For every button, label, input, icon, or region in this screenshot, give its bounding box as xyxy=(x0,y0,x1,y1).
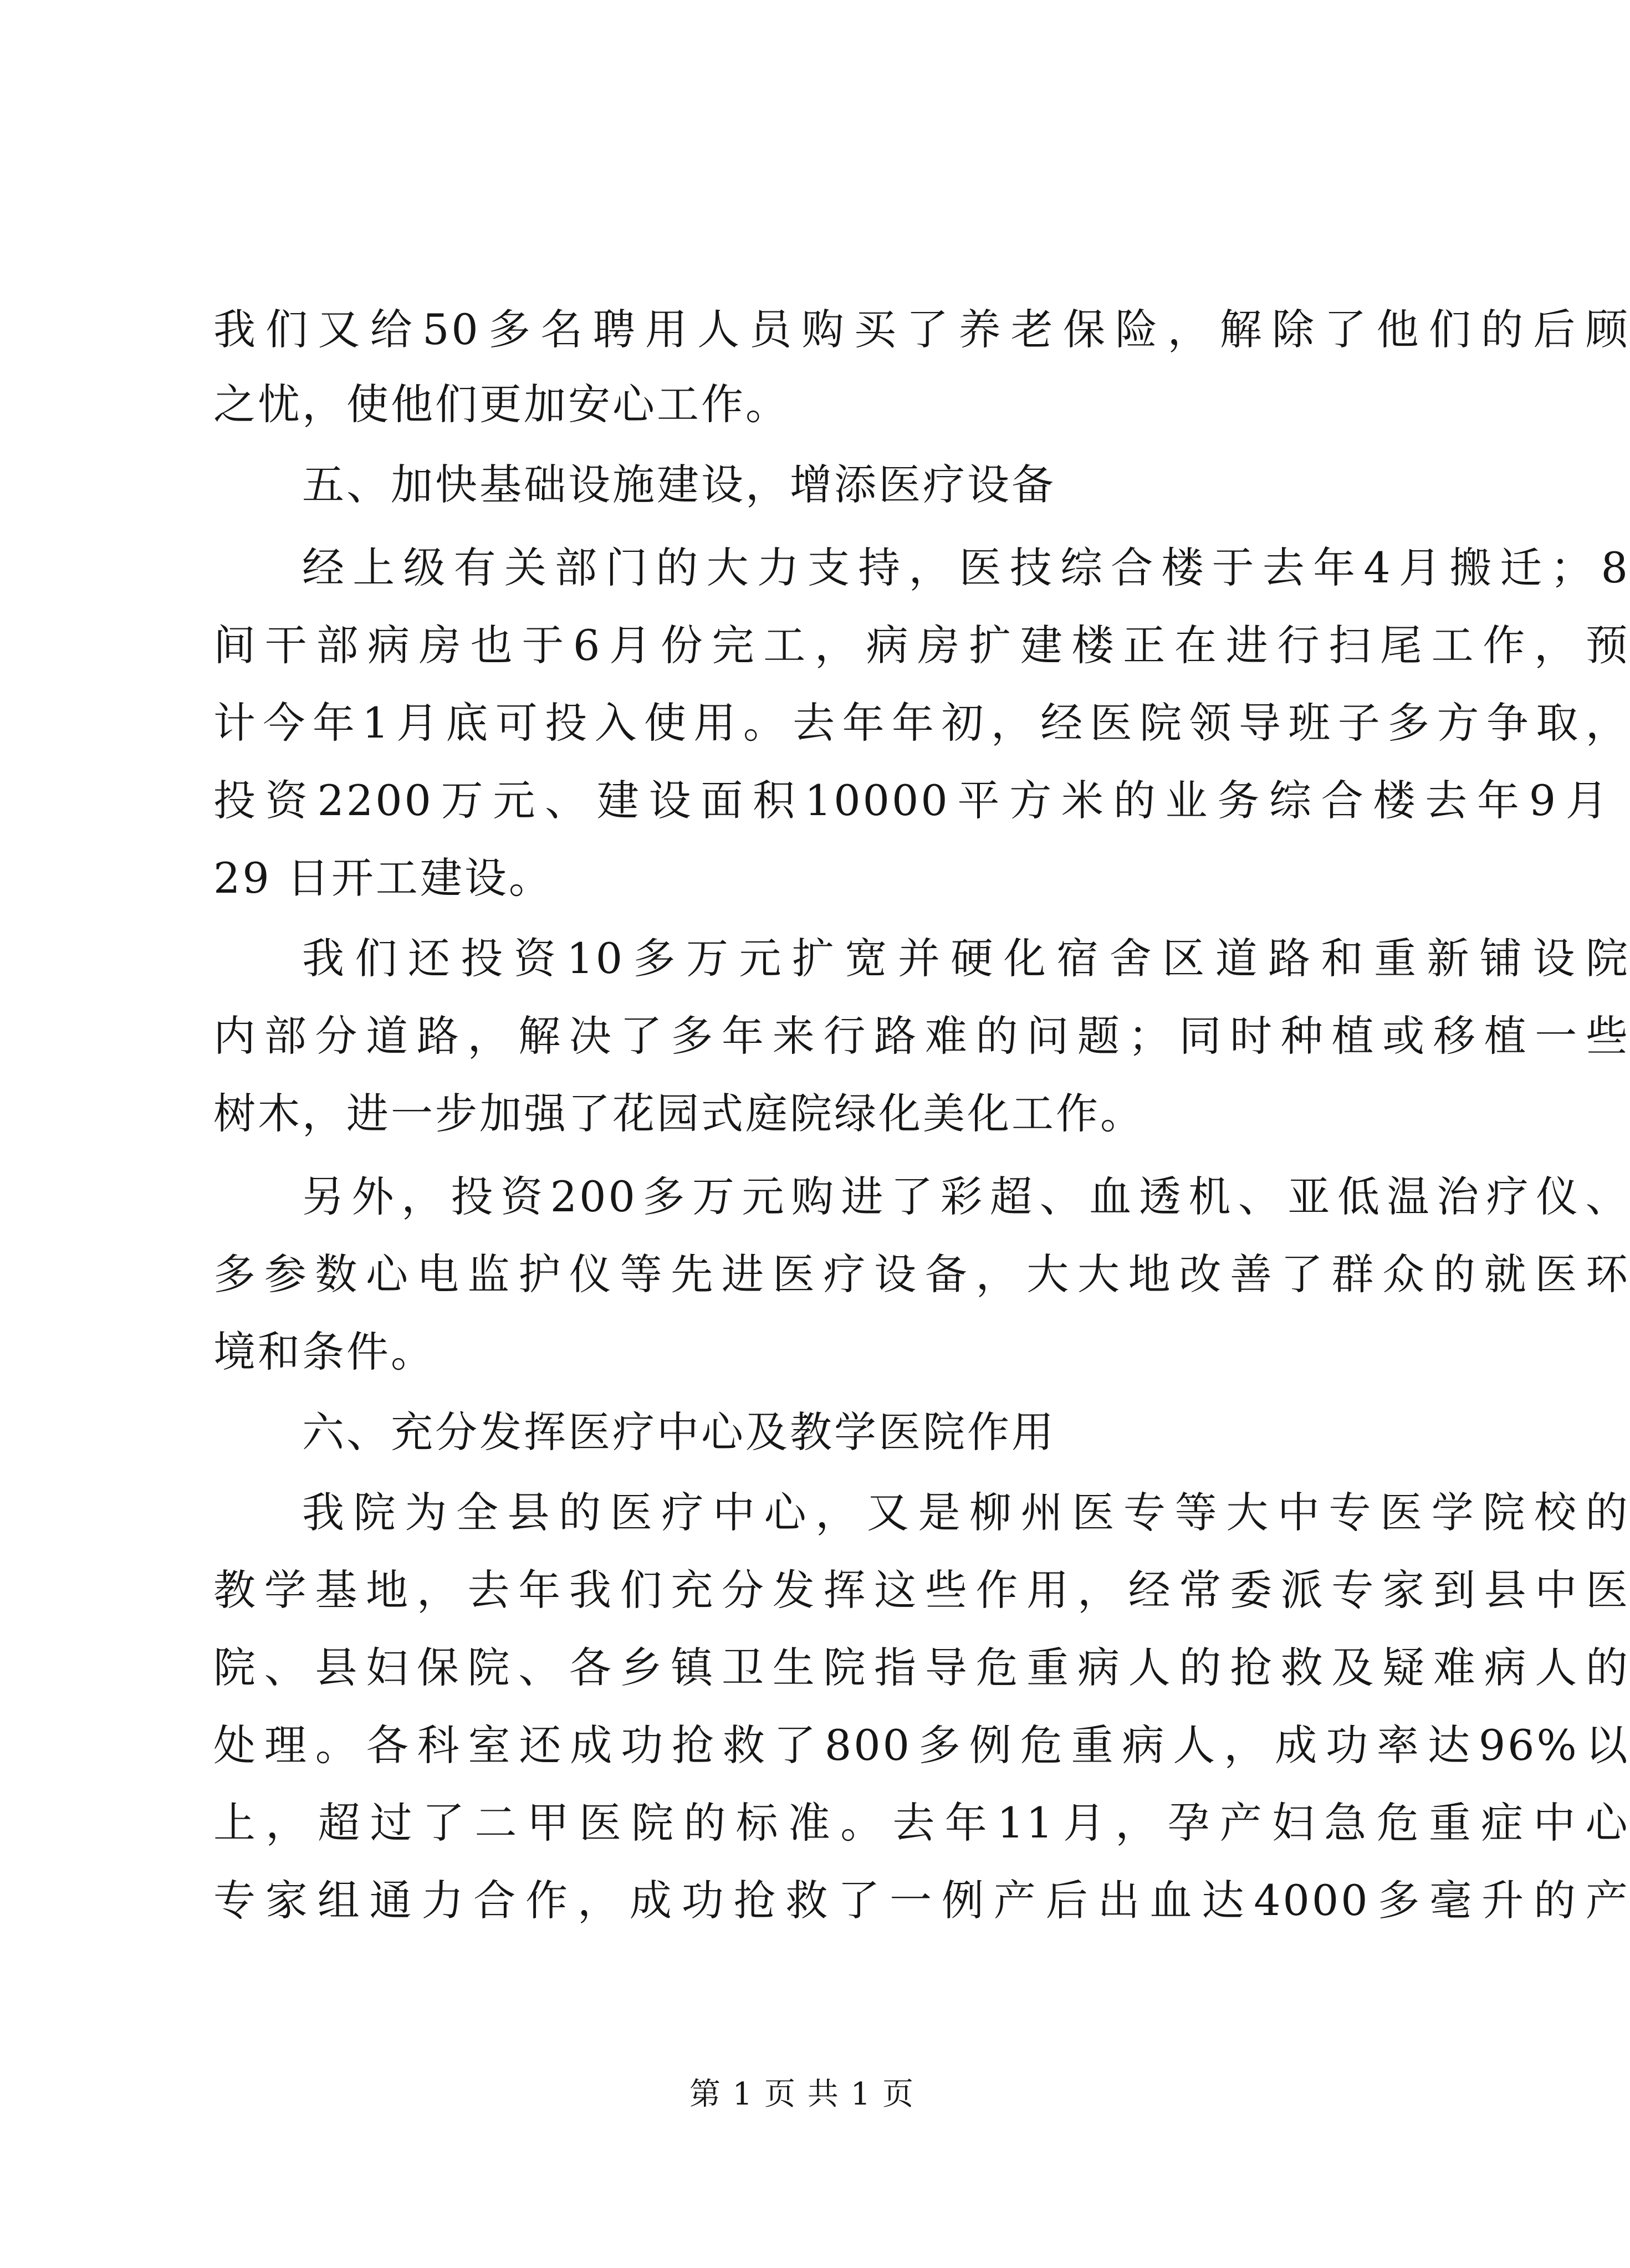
section-heading: 五、加快基础设施建设，增添医疗设备 xyxy=(302,460,1056,509)
text-line: 境和条件。 xyxy=(213,1327,435,1376)
section-heading: 六、充分发挥医疗中心及教学医院作用 xyxy=(302,1407,1056,1457)
text-line: 我 们 又 给 50 多 名 聘 用 人 员 购 买 了 养 老 保 险 ， 解 除 了 他 们 的 后 顾 xyxy=(213,305,1630,354)
text-line: 内 部 分 道 路 ， 解 决 了 多 年 来 行 路 难 的 问 题 ； 同 时 种 植 或 移 植 一 些 xyxy=(213,1011,1630,1061)
text-line: 间 干 部 病 房 也 于 6 月 份 完 工 ， 病 房 扩 建 楼 正 在 进 行 扫 尾 工 作 ， 预 xyxy=(213,621,1630,670)
text-line: 计 今 年 1 月 底 可 投 入 使 用 。 去 年 年 初 ， 经 医 院 领 导 班 子 多 方 争 取 ， xyxy=(213,698,1630,748)
text-line: 我 们 还 投 资 10 多 万 元 扩 宽 并 硬 化 宿 舍 区 道 路 和 重 新 铺 设 院 xyxy=(302,934,1630,983)
text-line: 我 院 为 全 县 的 医 疗 中 心 ， 又 是 柳 州 医 专 等 大 中 专 医 学 院 校 的 xyxy=(302,1488,1630,1537)
text-line: 上 ， 超 过 了 二 甲 医 院 的 标 准 。 去 年 11 月 ， 孕 产 妇 急 危 重 症 中 心 xyxy=(213,1798,1630,1847)
text-line: 经 上 级 有 关 部 门 的 大 力 支 持 ， 医 技 综 合 楼 于 去 年 4 月 搬 迁 ； 8 xyxy=(302,543,1630,592)
text-line: 另 外 ， 投 资 200 多 万 元 购 进 了 彩 超 、 血 透 机 、 亚 低 温 治 疗 仪 、 xyxy=(302,1172,1630,1221)
text-line: 树木，进一步加强了花园式庭院绿化美化工作。 xyxy=(213,1089,1144,1138)
page-number-footer: 第 1 页 共 1 页 xyxy=(689,2076,915,2112)
text-line: 之忧，使他们更加安心工作。 xyxy=(213,380,790,429)
text-line: 投 资 2200 万 元 、 建 设 面 积 10000 平 方 米 的 业 务 综 合 楼 去 年 9 月 xyxy=(213,776,1610,825)
text-line: 处 理 。 各 科 室 还 成 功 抢 救 了 800 多 例 危 重 病 人 ， 成 功 率 达 96% 以 xyxy=(213,1721,1630,1770)
text-line: 院 、 县 妇 保 院 、 各 乡 镇 卫 生 院 指 导 危 重 病 人 的 抢 救 及 疑 难 病 人 的 xyxy=(213,1643,1630,1692)
text-line: 教 学 基 地 ， 去 年 我 们 充 分 发 挥 这 些 作 用 ， 经 常 委 派 专 家 到 县 中 医 xyxy=(213,1565,1630,1615)
text-line: 多 参 数 心 电 监 护 仪 等 先 进 医 疗 设 备 ， 大 大 地 改 善 了 群 众 的 就 医 环 xyxy=(213,1250,1630,1299)
text-line: 专 家 组 通 力 合 作 ， 成 功 抢 救 了 一 例 产 后 出 血 达 4000 多 毫 升 的 产 xyxy=(213,1876,1630,1925)
text-line: 29 日开工建设。 xyxy=(213,853,553,903)
